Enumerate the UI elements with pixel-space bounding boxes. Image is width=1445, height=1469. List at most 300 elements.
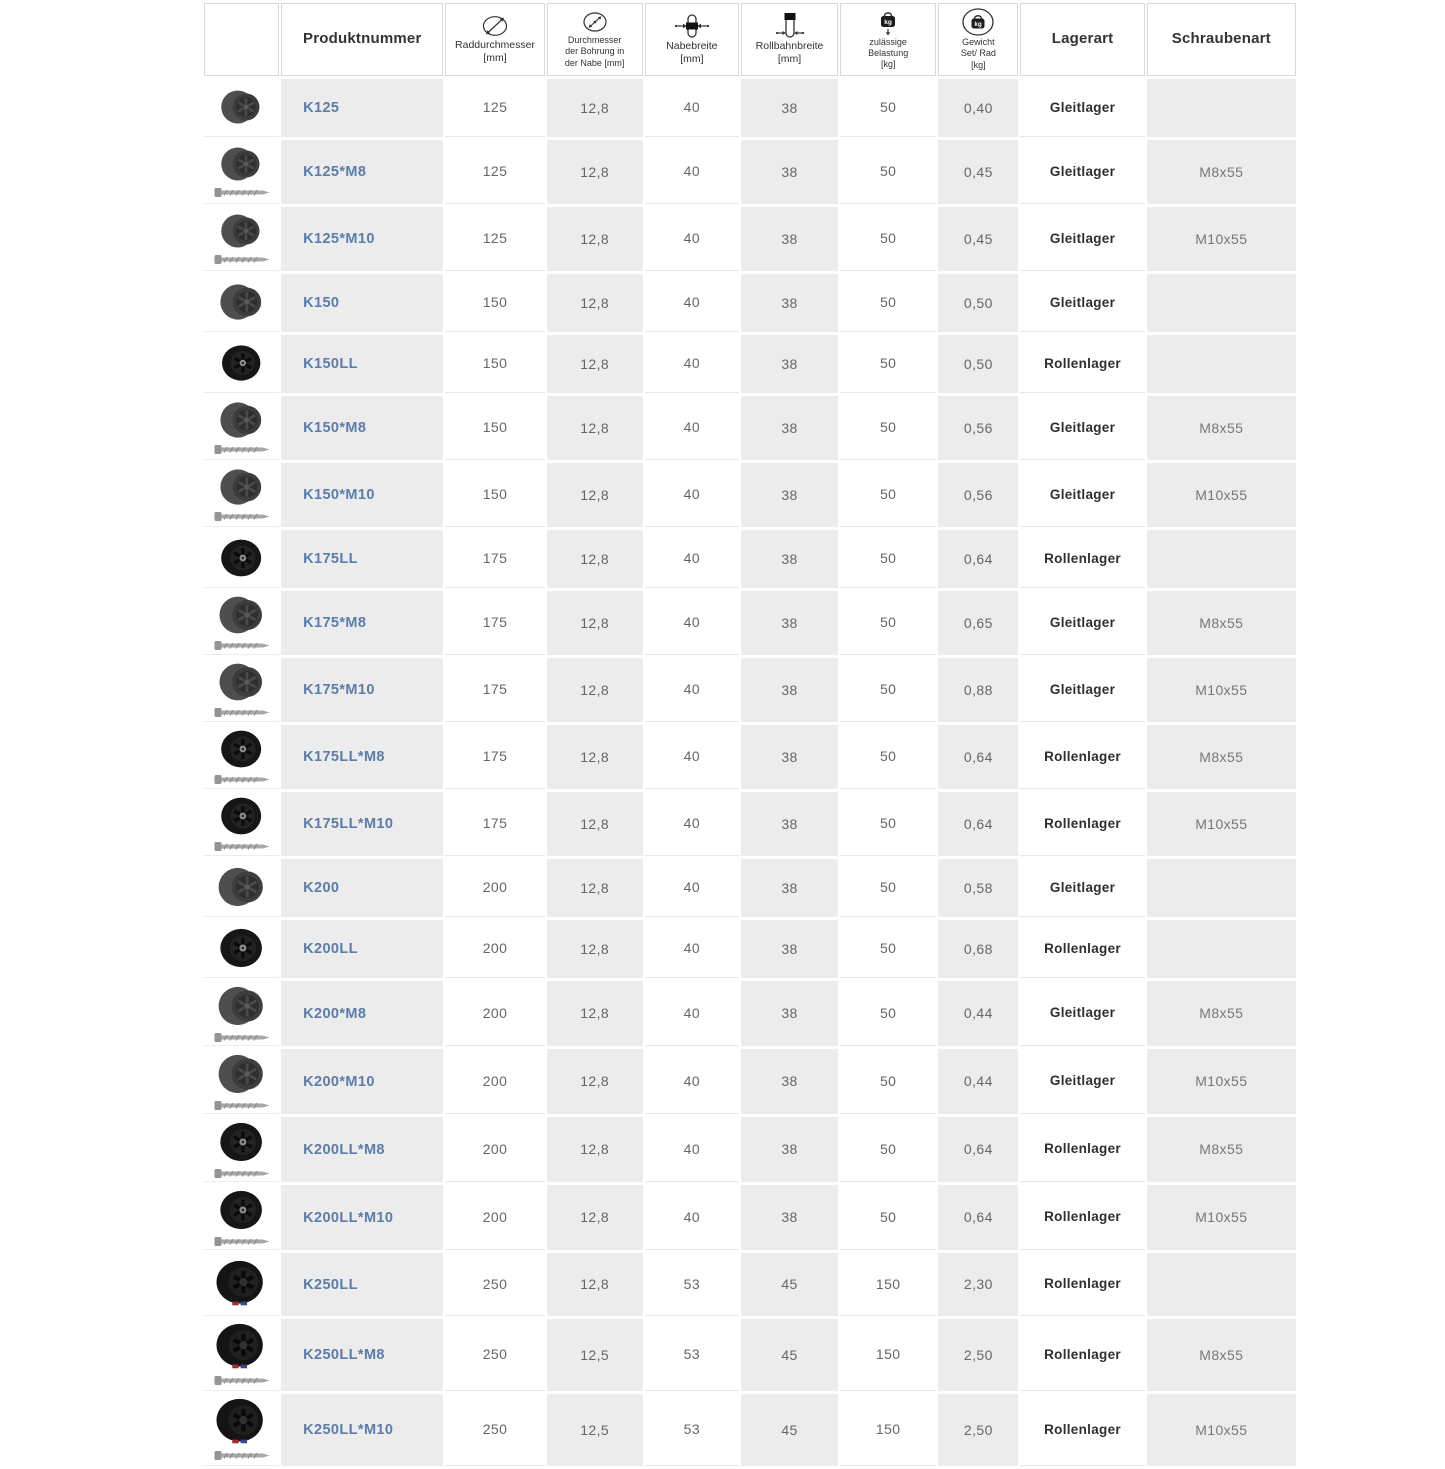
cell-bohrung: 12,8 (547, 1185, 643, 1250)
cell-product-image (204, 140, 279, 204)
cell-rollbahnbreite: 38 (741, 1049, 838, 1114)
cell-belastung: 50 (840, 335, 936, 393)
svg-text:kg: kg (974, 20, 983, 28)
bohrung-header: Durchmesser der Bohrung in der Nabe [mm] (547, 3, 643, 76)
screw-image (214, 1100, 270, 1111)
product-link[interactable]: K150*M10 (303, 487, 375, 504)
table-header-row (204, 3, 1296, 76)
screw-image (214, 511, 270, 522)
cell-lagerart: Gleitlager (1020, 463, 1144, 527)
cell-schraubenart: M8x55 (1147, 140, 1296, 204)
image-column-header (204, 3, 279, 76)
cell-produktnummer (281, 207, 443, 271)
cell-product-image (204, 396, 279, 460)
cell-schraubenart: M10x55 (1147, 463, 1296, 527)
cell-gewicht: 2,50 (938, 1319, 1018, 1391)
cell-nabebreite: 40 (645, 140, 739, 204)
cell-rollbahnbreite: 38 (741, 1185, 838, 1250)
cell-bohrung: 12,8 (547, 792, 643, 856)
cell-bohrung: 12,8 (547, 396, 643, 460)
cell-schraubenart: M8x55 (1147, 1319, 1296, 1391)
cell-raddurchmesser: 175 (445, 658, 544, 722)
cell-schraubenart (1147, 859, 1296, 917)
raddurchmesser-header: Raddurchmesser [mm] (445, 3, 544, 76)
cell-bohrung: 12,5 (547, 1319, 643, 1391)
product-link[interactable]: K200*M8 (303, 1005, 367, 1022)
cell-nabebreite: 53 (645, 1253, 739, 1316)
screw-image (214, 254, 270, 265)
product-table (202, 0, 1298, 1469)
cell-produktnummer (281, 1049, 443, 1114)
cell-product-image (204, 530, 279, 588)
product-link[interactable]: K175LL*M8 (303, 749, 385, 766)
cell-gewicht: 0,64 (938, 725, 1018, 789)
wheel-image (216, 1119, 268, 1165)
product-link[interactable]: K175LL (303, 551, 358, 568)
cell-bohrung: 12,8 (547, 920, 643, 978)
cell-gewicht: 0,64 (938, 530, 1018, 588)
product-link[interactable]: K250LL*M10 (303, 1422, 394, 1439)
cell-lagerart: Rollenlager (1020, 1185, 1144, 1250)
wheel-image (217, 593, 267, 637)
cell-schraubenart: M10x55 (1147, 792, 1296, 856)
cell-rollbahnbreite: 38 (741, 335, 838, 393)
cell-produktnummer (281, 792, 443, 856)
cell-rollbahnbreite: 38 (741, 981, 838, 1046)
cell-raddurchmesser: 125 (445, 79, 544, 137)
wheel-image (217, 536, 267, 580)
cell-lagerart: Rollenlager (1020, 1253, 1144, 1316)
cell-produktnummer (281, 859, 443, 917)
cell-produktnummer (281, 274, 443, 332)
wheel-image (213, 1259, 270, 1309)
cell-lagerart: Rollenlager (1020, 1117, 1144, 1182)
cell-product-image (204, 335, 279, 393)
cell-bohrung: 12,8 (547, 335, 643, 393)
cell-schraubenart (1147, 79, 1296, 137)
table-row (204, 920, 1296, 978)
cell-gewicht: 0,65 (938, 591, 1018, 655)
lagerart-header: Lagerart (1020, 3, 1144, 76)
cell-product-image (204, 1253, 279, 1316)
cell-product-image (204, 1185, 279, 1250)
cell-raddurchmesser: 150 (445, 274, 544, 332)
cell-produktnummer (281, 1117, 443, 1182)
wheel-image (219, 211, 264, 251)
cell-produktnummer (281, 79, 443, 137)
cell-belastung: 150 (840, 1319, 936, 1391)
cell-product-image (204, 658, 279, 722)
wheel-image (213, 1397, 270, 1447)
wheel-image (217, 794, 267, 838)
cell-product-image (204, 920, 279, 978)
cell-raddurchmesser: 175 (445, 725, 544, 789)
cell-belastung: 50 (840, 1049, 936, 1114)
cell-gewicht: 0,64 (938, 1185, 1018, 1250)
cell-raddurchmesser: 200 (445, 1049, 544, 1114)
cell-nabebreite: 40 (645, 725, 739, 789)
cell-raddurchmesser: 125 (445, 140, 544, 204)
cell-bohrung: 12,8 (547, 530, 643, 588)
cell-raddurchmesser: 200 (445, 1117, 544, 1182)
cell-lagerart: Gleitlager (1020, 207, 1144, 271)
table-row (204, 530, 1296, 588)
cell-schraubenart: M10x55 (1147, 658, 1296, 722)
cell-gewicht: 0,88 (938, 658, 1018, 722)
cell-rollbahnbreite: 38 (741, 591, 838, 655)
cell-raddurchmesser: 125 (445, 207, 544, 271)
cell-belastung: 50 (840, 140, 936, 204)
product-link[interactable]: K125*M8 (303, 164, 367, 181)
rollbahnbreite-header: Rollbahnbreite [mm] (741, 3, 838, 76)
cell-belastung: 50 (840, 859, 936, 917)
table-row (204, 725, 1296, 789)
screw-image (214, 640, 270, 651)
cell-gewicht: 0,44 (938, 1049, 1018, 1114)
table-row (204, 335, 1296, 393)
cell-nabebreite: 40 (645, 981, 739, 1046)
screw-image (214, 707, 270, 718)
table-row (204, 79, 1296, 137)
wheel-image (218, 281, 266, 323)
cell-produktnummer (281, 140, 443, 204)
product-link[interactable]: K150 (303, 295, 340, 312)
wheel-image (217, 727, 267, 771)
product-table-container (202, 0, 1302, 1469)
wheel-diameter-icon (448, 14, 541, 38)
cell-schraubenart: M8x55 (1147, 591, 1296, 655)
screw-image (214, 1168, 270, 1179)
product-link[interactable]: K125 (303, 100, 340, 117)
cell-raddurchmesser: 175 (445, 530, 544, 588)
cell-bohrung: 12,8 (547, 79, 643, 137)
cell-bohrung: 12,8 (547, 140, 643, 204)
table-row (204, 792, 1296, 856)
cell-raddurchmesser: 250 (445, 1319, 544, 1391)
svg-text:kg: kg (884, 18, 892, 26)
cell-produktnummer (281, 1319, 443, 1391)
table-row (204, 1185, 1296, 1250)
cell-belastung: 50 (840, 792, 936, 856)
wheel-image (219, 144, 264, 184)
wheel-image (218, 466, 266, 508)
product-link[interactable]: K125*M10 (303, 231, 375, 248)
cell-nabebreite: 40 (645, 1117, 739, 1182)
cell-product-image (204, 207, 279, 271)
wheel-image (216, 983, 268, 1029)
product-link[interactable]: K175LL*M10 (303, 816, 394, 833)
cell-nabebreite: 40 (645, 530, 739, 588)
cell-schraubenart: M8x55 (1147, 981, 1296, 1046)
cell-gewicht: 0,64 (938, 1117, 1018, 1182)
product-link[interactable]: K200LL*M10 (303, 1209, 394, 1226)
cell-schraubenart (1147, 1253, 1296, 1316)
cell-rollbahnbreite: 38 (741, 274, 838, 332)
cell-bohrung: 12,8 (547, 1253, 643, 1316)
cell-rollbahnbreite: 45 (741, 1319, 838, 1391)
table-row (204, 1319, 1296, 1391)
table-row (204, 1117, 1296, 1182)
cell-raddurchmesser: 150 (445, 463, 544, 527)
table-row (204, 1253, 1296, 1316)
cell-schraubenart: M10x55 (1147, 207, 1296, 271)
cell-bohrung: 12,8 (547, 859, 643, 917)
product-link[interactable]: K175*M8 (303, 615, 367, 632)
cell-produktnummer (281, 1185, 443, 1250)
cell-nabebreite: 53 (645, 1319, 739, 1391)
cell-product-image (204, 1049, 279, 1114)
cell-gewicht: 0,45 (938, 207, 1018, 271)
cell-nabebreite: 40 (645, 396, 739, 460)
cell-product-image (204, 792, 279, 856)
cell-nabebreite: 40 (645, 1185, 739, 1250)
cell-gewicht: 2,50 (938, 1394, 1018, 1466)
cell-belastung: 50 (840, 920, 936, 978)
wheel-image (216, 1187, 268, 1233)
cell-nabebreite: 40 (645, 658, 739, 722)
cell-belastung: 50 (840, 530, 936, 588)
cell-rollbahnbreite: 38 (741, 530, 838, 588)
cell-belastung: 50 (840, 591, 936, 655)
table-row (204, 463, 1296, 527)
hub-width-icon (648, 13, 736, 39)
cell-rollbahnbreite: 45 (741, 1394, 838, 1466)
wheel-image (219, 87, 264, 127)
cell-lagerart: Rollenlager (1020, 1319, 1144, 1391)
product-link[interactable]: K200*M10 (303, 1073, 375, 1090)
cell-schraubenart (1147, 920, 1296, 978)
schraubenart-header: Schraubenart (1147, 3, 1296, 76)
cell-gewicht: 0,56 (938, 396, 1018, 460)
cell-lagerart: Gleitlager (1020, 396, 1144, 460)
cell-lagerart: Rollenlager (1020, 792, 1144, 856)
load-capacity-icon (843, 9, 933, 36)
wheel-image (216, 864, 268, 910)
cell-schraubenart: M10x55 (1147, 1185, 1296, 1250)
cell-lagerart: Rollenlager (1020, 1394, 1144, 1466)
cell-rollbahnbreite: 38 (741, 207, 838, 271)
cell-produktnummer (281, 981, 443, 1046)
cell-nabebreite: 40 (645, 274, 739, 332)
cell-raddurchmesser: 150 (445, 396, 544, 460)
cell-raddurchmesser: 175 (445, 591, 544, 655)
cell-schraubenart: M10x55 (1147, 1049, 1296, 1114)
cell-bohrung: 12,8 (547, 1117, 643, 1182)
cell-product-image (204, 725, 279, 789)
cell-produktnummer (281, 396, 443, 460)
cell-schraubenart (1147, 530, 1296, 588)
cell-belastung: 50 (840, 1117, 936, 1182)
wheel-image (213, 1322, 270, 1372)
table-row (204, 1394, 1296, 1466)
cell-belastung: 150 (840, 1253, 936, 1316)
cell-gewicht: 0,44 (938, 981, 1018, 1046)
produktnummer-header: Produktnummer (281, 3, 443, 76)
table-row (204, 1049, 1296, 1114)
cell-gewicht: 0,50 (938, 335, 1018, 393)
product-link[interactable]: K150LL (303, 356, 358, 373)
product-table-body (204, 79, 1296, 1466)
cell-lagerart: Rollenlager (1020, 530, 1144, 588)
cell-nabebreite: 40 (645, 920, 739, 978)
cell-belastung: 50 (840, 274, 936, 332)
cell-raddurchmesser: 175 (445, 792, 544, 856)
belastung-header: kg zulässige Belastung [kg] (840, 3, 936, 76)
nabebreite-header: Nabebreite [mm] (645, 3, 739, 76)
bore-diameter-icon (550, 10, 640, 34)
cell-bohrung: 12,8 (547, 658, 643, 722)
cell-produktnummer (281, 335, 443, 393)
cell-bohrung: 12,8 (547, 463, 643, 527)
cell-rollbahnbreite: 38 (741, 859, 838, 917)
cell-nabebreite: 40 (645, 463, 739, 527)
cell-product-image (204, 1319, 279, 1391)
cell-rollbahnbreite: 38 (741, 140, 838, 204)
product-link[interactable]: K200LL (303, 941, 358, 958)
screw-image (214, 1450, 270, 1461)
product-link[interactable]: K250LL*M8 (303, 1347, 385, 1364)
screw-image (214, 187, 270, 198)
cell-product-image (204, 859, 279, 917)
cell-lagerart: Gleitlager (1020, 274, 1144, 332)
product-link[interactable]: K150*M8 (303, 420, 367, 437)
screw-image (214, 1236, 270, 1247)
cell-belastung: 50 (840, 725, 936, 789)
cell-nabebreite: 40 (645, 335, 739, 393)
cell-lagerart: Rollenlager (1020, 920, 1144, 978)
cell-produktnummer (281, 530, 443, 588)
cell-bohrung: 12,8 (547, 1049, 643, 1114)
weight-icon (941, 8, 1015, 36)
cell-rollbahnbreite: 38 (741, 463, 838, 527)
cell-belastung: 50 (840, 981, 936, 1046)
cell-nabebreite: 40 (645, 591, 739, 655)
table-row (204, 274, 1296, 332)
cell-belastung: 50 (840, 79, 936, 137)
cell-raddurchmesser: 200 (445, 981, 544, 1046)
gewicht-header: kg Gewicht Set/ Rad [kg] (938, 3, 1018, 76)
cell-produktnummer (281, 1394, 443, 1466)
cell-lagerart: Gleitlager (1020, 591, 1144, 655)
cell-bohrung: 12,8 (547, 725, 643, 789)
cell-rollbahnbreite: 38 (741, 658, 838, 722)
product-link[interactable]: K200 (303, 880, 340, 897)
product-link[interactable]: K250LL (303, 1276, 358, 1293)
cell-nabebreite: 40 (645, 79, 739, 137)
cell-rollbahnbreite: 38 (741, 920, 838, 978)
cell-raddurchmesser: 250 (445, 1394, 544, 1466)
cell-lagerart: Gleitlager (1020, 79, 1144, 137)
tread-width-icon (744, 12, 835, 39)
cell-schraubenart: M8x55 (1147, 725, 1296, 789)
cell-rollbahnbreite: 38 (741, 725, 838, 789)
wheel-image (218, 342, 266, 384)
cell-product-image (204, 591, 279, 655)
cell-gewicht: 0,68 (938, 920, 1018, 978)
cell-produktnummer (281, 725, 443, 789)
cell-rollbahnbreite: 38 (741, 792, 838, 856)
cell-schraubenart (1147, 274, 1296, 332)
cell-schraubenart: M10x55 (1147, 1394, 1296, 1466)
cell-schraubenart: M8x55 (1147, 396, 1296, 460)
wheel-image (217, 660, 267, 704)
cell-lagerart: Rollenlager (1020, 725, 1144, 789)
cell-raddurchmesser: 250 (445, 1253, 544, 1316)
cell-gewicht: 2,30 (938, 1253, 1018, 1316)
screw-image (214, 444, 270, 455)
cell-nabebreite: 40 (645, 792, 739, 856)
cell-belastung: 50 (840, 463, 936, 527)
cell-rollbahnbreite: 38 (741, 396, 838, 460)
cell-produktnummer (281, 591, 443, 655)
cell-bohrung: 12,8 (547, 207, 643, 271)
cell-gewicht: 0,56 (938, 463, 1018, 527)
cell-schraubenart (1147, 335, 1296, 393)
cell-belastung: 50 (840, 396, 936, 460)
cell-produktnummer (281, 463, 443, 527)
cell-lagerart: Gleitlager (1020, 658, 1144, 722)
table-row (204, 658, 1296, 722)
table-row (204, 591, 1296, 655)
cell-product-image (204, 79, 279, 137)
cell-rollbahnbreite: 38 (741, 1117, 838, 1182)
cell-produktnummer (281, 1253, 443, 1316)
wheel-image (216, 1051, 268, 1097)
cell-lagerart: Gleitlager (1020, 1049, 1144, 1114)
cell-produktnummer (281, 658, 443, 722)
cell-bohrung: 12,5 (547, 1394, 643, 1466)
screw-image (214, 1032, 270, 1043)
cell-nabebreite: 53 (645, 1394, 739, 1466)
cell-product-image (204, 463, 279, 527)
wheel-image (216, 925, 268, 971)
cell-belastung: 50 (840, 207, 936, 271)
screw-image (214, 774, 270, 785)
cell-product-image (204, 1117, 279, 1182)
cell-belastung: 50 (840, 658, 936, 722)
cell-lagerart: Rollenlager (1020, 335, 1144, 393)
screw-image (214, 1375, 270, 1386)
cell-lagerart: Gleitlager (1020, 859, 1144, 917)
cell-raddurchmesser: 200 (445, 920, 544, 978)
cell-gewicht: 0,58 (938, 859, 1018, 917)
cell-gewicht: 0,64 (938, 792, 1018, 856)
cell-product-image (204, 981, 279, 1046)
product-link[interactable]: K200LL*M8 (303, 1141, 385, 1158)
cell-rollbahnbreite: 45 (741, 1253, 838, 1316)
cell-bohrung: 12,8 (547, 274, 643, 332)
cell-belastung: 50 (840, 1185, 936, 1250)
cell-belastung: 150 (840, 1394, 936, 1466)
table-row (204, 396, 1296, 460)
cell-gewicht: 0,45 (938, 140, 1018, 204)
cell-rollbahnbreite: 38 (741, 79, 838, 137)
cell-gewicht: 0,50 (938, 274, 1018, 332)
cell-nabebreite: 40 (645, 1049, 739, 1114)
table-row (204, 859, 1296, 917)
cell-bohrung: 12,8 (547, 591, 643, 655)
table-row (204, 140, 1296, 204)
cell-product-image (204, 274, 279, 332)
cell-nabebreite: 40 (645, 207, 739, 271)
cell-raddurchmesser: 200 (445, 1185, 544, 1250)
screw-image (214, 841, 270, 852)
cell-raddurchmesser: 200 (445, 859, 544, 917)
product-link[interactable]: K175*M10 (303, 682, 375, 699)
wheel-image (218, 399, 266, 441)
cell-raddurchmesser: 150 (445, 335, 544, 393)
cell-product-image (204, 1394, 279, 1466)
